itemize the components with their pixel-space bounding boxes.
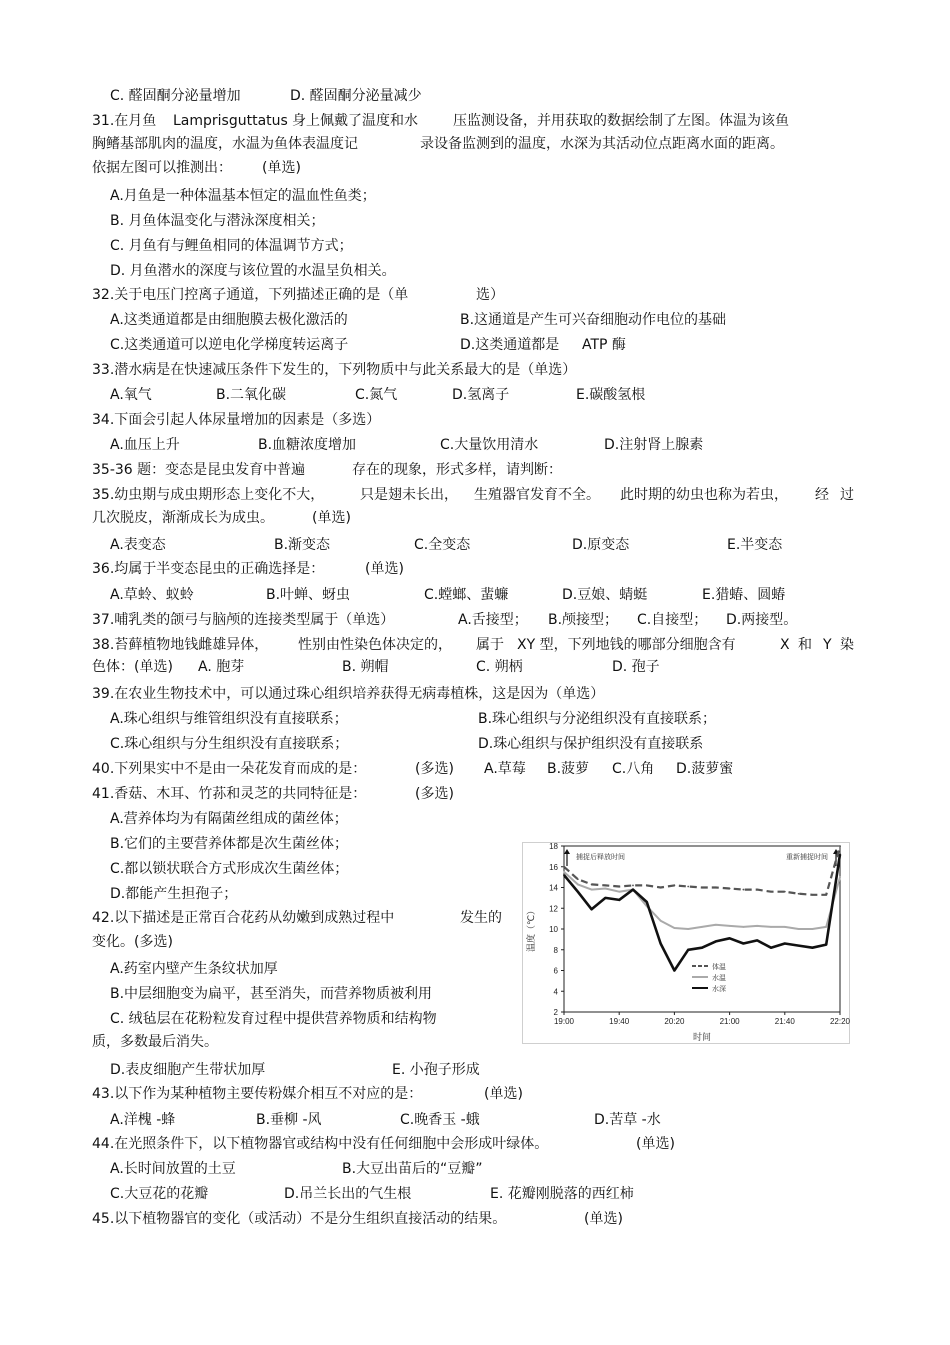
series-point-0 [618,886,620,888]
text-segment: 发生的 [460,910,502,926]
y-tick-label: 4 [553,987,558,997]
text-segment: 压监测设备，并用获取的数据绘制了左图。体温为该鱼 [453,113,789,129]
series-point-1 [812,928,814,930]
text-segment: (多选) [415,761,454,777]
series-point-2 [618,899,620,901]
text-segment: A.长时间放置的土豆 [110,1161,236,1177]
series-point-2 [646,901,648,903]
text-segment: 37.哺乳类的颌弓与脑颅的连接类型属于（单选） [92,612,395,628]
series-point-2 [770,947,772,949]
release-annotation: 捕捉后释放时间 [576,853,625,861]
series-point-0 [756,889,758,891]
series-point-1 [729,925,731,927]
x-tick-label: 19:00 [553,1017,575,1026]
text-segment: C.氮气 [355,387,398,403]
text-segment: B.二氧化碳 [216,387,287,403]
text-segment: E.猎蝽、圆蝽 [702,587,786,603]
text-segment: 染 [840,637,854,653]
series-point-0 [812,894,814,896]
text-segment: 属于 [476,637,504,653]
series-point-1 [784,926,786,928]
y-tick-label: 14 [549,883,558,893]
text-segment: 39.在农业生物技术中，可以通过珠心组织培养获得无病毒植株，这是因为（单选） [92,686,605,702]
series-point-1 [591,889,593,891]
text-segment: 34.下面会引起人体尿量增加的因素是（多选） [92,412,381,428]
text-segment: A.草莓 [484,761,526,777]
text-segment: B.大豆出苗后的“豆瓣” [342,1161,483,1177]
text-segment: C.这类通道可以逆电化学梯度转运离子 [110,337,349,353]
text-segment: 41.香菇、木耳、竹荪和灵芝的共同特征是： [92,786,367,802]
text-segment: 变化。(多选) [92,934,173,950]
series-point-2 [701,947,703,949]
series-point-2 [632,889,634,891]
y-tick-label: 12 [549,904,558,914]
legend-label: 体温 [712,963,726,971]
y-tick-label: 10 [549,925,558,934]
series-point-2 [784,943,786,945]
y-tick-label: 2 [553,1008,558,1017]
series-point-2 [563,874,565,876]
text-segment: A.表变态 [110,537,166,553]
text-segment: B.颅接型； [548,612,619,628]
text-segment: 质，多数最后消失。 [92,1034,218,1050]
dive-temperature-chart [522,842,850,1044]
x-tick-label: 21:40 [774,1017,795,1026]
legend-label: 水温 [712,974,726,982]
series-point-0 [729,888,731,890]
text-segment: 性别由性染色体决定的， [298,637,452,653]
series-point-0 [674,885,676,887]
text-segment: X [780,637,790,653]
series-point-0 [784,891,786,893]
series-point-1 [674,927,676,929]
chart-frame [523,843,850,1044]
text-segment: 和 [798,637,812,653]
series-point-0 [798,893,800,895]
text-segment: A.洋槐 -蜂 [110,1112,176,1128]
text-segment: 44.在光照条件下，以下植物器官或结构中没有任何细胞中会形成叶绿体。 [92,1136,549,1152]
text-segment: (单选) [584,1211,623,1227]
text-segment: Lamprisguttatus [173,113,288,129]
text-segment: (单选) [312,510,351,526]
text-segment: A.月鱼是一种体温基本恒定的温血性鱼类； [110,188,376,204]
series-point-2 [605,897,607,899]
series-point-0 [687,886,689,888]
series-point-0 [770,891,772,893]
text-segment: D.苦草 -水 [594,1112,661,1128]
series-point-2 [577,891,579,893]
x-tick-label: 21:00 [719,1017,740,1026]
text-segment: B.渐变态 [274,537,331,553]
series-point-2 [674,970,676,972]
text-segment: B.血糖浓度增加 [258,437,357,453]
text-segment: (单选) [636,1136,675,1152]
text-segment: E. 花瓣刚脱落的西红柿 [490,1186,634,1202]
text-segment: E.碳酸氢根 [576,387,646,403]
text-segment: 35-36 题：变态是昆虫发育中普遍 [92,462,306,478]
series-point-1 [770,926,772,928]
text-segment: 录设备监测到的温度，水深为其活动位点距离水面的距离。 [420,136,784,152]
text-segment: B.菠萝 [547,761,590,777]
text-segment: C.大量饮用清水 [440,437,539,453]
text-segment: 38.苔藓植物地钱雌雄异体， [92,637,269,653]
series-point-0 [632,885,634,887]
text-segment: A. 胞芽 [198,659,245,675]
text-segment: A.珠心组织与维管组织没有直接联系； [110,711,348,727]
text-segment: 只是翅未长出， [360,487,458,503]
text-segment: 经 [815,487,829,503]
series-point-1 [825,926,827,928]
series-point-1 [715,924,717,926]
series-point-2 [839,853,841,855]
text-segment: D. 醛固酮分泌量减少 [290,88,422,104]
text-segment: D.表皮细胞产生带状加厚 [110,1062,266,1078]
text-segment: 生殖器官发育不全。 [474,487,600,503]
text-segment: C. 朔柄 [476,659,523,675]
series-point-0 [577,878,579,880]
text-segment: B.垂柳 -风 [256,1112,322,1128]
text-segment: C.自接型； [637,612,708,628]
series-point-0 [701,887,703,889]
text-segment: D.两接型。 [726,612,798,628]
chart-svg [522,842,850,1044]
text-segment: C.全变态 [414,537,471,553]
text-segment: 35.幼虫期与成虫期形态上变化不大， [92,487,325,503]
series-point-2 [729,937,731,939]
x-tick-label: 22:20 [829,1017,850,1026]
x-tick-label: 19:40 [609,1017,630,1026]
text-segment: A.氧气 [110,387,152,403]
text-segment: D.这类通道都是 [460,337,560,353]
text-segment: A.血压上升 [110,437,180,453]
text-segment: B.珠心组织与分泌组织没有直接联系； [478,711,717,727]
text-segment: 36.均属于半变态昆虫的正确选择是： [92,561,325,577]
text-segment: 32.关于电压门控离子通道，下列描述正确的是（单 [92,287,409,303]
text-segment: D.注射肾上腺素 [604,437,704,453]
series-point-0 [605,885,607,887]
series-point-0 [646,885,648,887]
legend-label: 水深 [712,985,726,993]
series-point-1 [756,925,758,927]
series-point-1 [701,926,703,928]
y-tick-label: 6 [553,966,558,976]
text-segment: A.药室内壁产生条纹状加厚 [110,961,278,977]
text-segment: 42.以下描述是正常百合花药从幼嫩到成熟过程中 [92,910,395,926]
series-point-1 [687,928,689,930]
series-point-2 [825,944,827,946]
series-point-0 [839,845,841,847]
text-segment: (单选) [262,160,301,176]
text-segment: C.大豆花的花瓣 [110,1186,209,1202]
series-point-2 [660,943,662,945]
text-segment: C.晚香玉 -蛾 [400,1112,480,1128]
text-segment: B. 朔帽 [342,659,389,675]
text-segment: 40.下列果实中不是由一朵花发育而成的是： [92,761,367,777]
text-segment: B.叶蝉、蚜虫 [266,587,351,603]
text-segment: A.营养体均为有隔菌丝组成的菌丝体； [110,811,348,827]
y-tick-label: 18 [549,842,558,851]
text-segment: A.这类通道都是由细胞膜去极化激活的 [110,312,348,328]
series-point-1 [798,928,800,930]
text-segment: 胸鳍基部肌肉的温度，水温为鱼体表温度记 [92,136,358,152]
series-point-1 [839,876,841,878]
series-point-1 [577,883,579,885]
series-point-2 [756,940,758,942]
text-segment: D. 孢子 [612,659,660,675]
text-segment: 45.以下植物器官的变化（或活动）不是分生组织直接活动的结果。 [92,1211,507,1227]
text-segment: 31.在月鱼 [92,113,157,129]
text-segment: C.都以锁状联合方式形成次生菌丝体； [110,861,349,877]
text-segment: A.舌接型； [458,612,528,628]
series-point-0 [563,866,565,868]
text-segment: D.吊兰长出的气生根 [284,1186,412,1202]
series-point-1 [660,920,662,922]
text-segment: XY 型，下列地钱的哪部分细胞含有 [517,637,736,653]
text-segment: C.珠心组织与分生组织没有直接联系； [110,736,349,752]
series-point-2 [798,945,800,947]
text-segment: 几次脱皮，渐渐成长为成虫。 [92,510,274,526]
text-segment: 43.以下作为某种植物主要传粉媒介相互不对应的是： [92,1086,423,1102]
text-segment: D.豆娘、蜻蜓 [562,587,648,603]
text-segment: C. 绒毡层在花粉粒发育过程中提供营养物质和结构物 [110,1011,437,1027]
series-point-1 [605,888,607,890]
text-segment: B. 月鱼体温变化与潜泳深度相关； [110,213,325,229]
text-segment: B.这通道是产生可兴奋细胞动作电位的基础 [460,312,727,328]
text-segment: C. 醛固酮分泌量增加 [110,88,241,104]
series-point-2 [591,908,593,910]
x-axis-label: 时间 [692,1033,712,1043]
text-segment: 存在的现象，形式多样，请判断： [352,462,562,478]
series-point-2 [715,941,717,943]
text-segment: D.氢离子 [452,387,510,403]
text-segment: Y [823,637,832,653]
text-segment: 选） [476,287,504,303]
text-segment: (单选) [365,561,404,577]
text-segment: 色体：(单选) [92,659,173,675]
text-segment: 依据左图可以推测出： [92,160,232,176]
text-segment: (多选) [415,786,454,802]
series-point-0 [825,894,827,896]
text-segment: E.半变态 [727,537,783,553]
text-segment: D.都能产生担孢子； [110,886,238,902]
series-point-1 [618,891,620,893]
series-point-0 [660,887,662,889]
series-point-0 [743,889,745,891]
text-segment: A.草蛉、蚁蛉 [110,587,194,603]
series-point-1 [743,926,745,928]
series-point-0 [591,883,593,885]
text-segment: 33.潜水病是在快速减压条件下发生的，下列物质中与此关系最大的是（单选） [92,362,577,378]
text-segment: 过 [840,487,854,503]
text-segment: E. 小孢子形成 [392,1062,480,1078]
text-segment: D.菠萝蜜 [676,761,734,777]
text-segment: B.中层细胞变为扁平，甚至消失，而营养物质被利用 [110,986,433,1002]
text-segment: D. 月鱼潜水的深度与该位置的水温呈负相关。 [110,263,396,279]
series-point-2 [687,949,689,951]
recapture-annotation: 重新捕捉时间 [786,853,828,861]
text-segment: C.八角 [612,761,655,777]
text-segment: C.螳螂、蜚蠊 [424,587,509,603]
text-segment: 身上佩戴了温度和水 [292,113,418,129]
text-segment: ATP 酶 [582,337,626,353]
series-point-0 [715,887,717,889]
text-segment: (单选) [484,1086,523,1102]
y-axis-label: 温度（℃） [527,905,537,953]
text-segment: B.它们的主要营养体都是次生菌丝体； [110,836,349,852]
series-point-1 [563,871,565,873]
x-tick-label: 20:20 [664,1017,685,1026]
text-segment: D.珠心组织与保护组织没有直接联系 [478,736,704,752]
text-segment: D.原变态 [572,537,630,553]
series-point-2 [812,947,814,949]
text-segment: C. 月鱼有与鲤鱼相同的体温调节方式； [110,238,353,254]
y-tick-label: 16 [549,862,558,872]
series-point-2 [743,943,745,945]
y-tick-label: 8 [553,945,558,955]
text-segment: 此时期的幼虫也称为若虫， [620,487,788,503]
